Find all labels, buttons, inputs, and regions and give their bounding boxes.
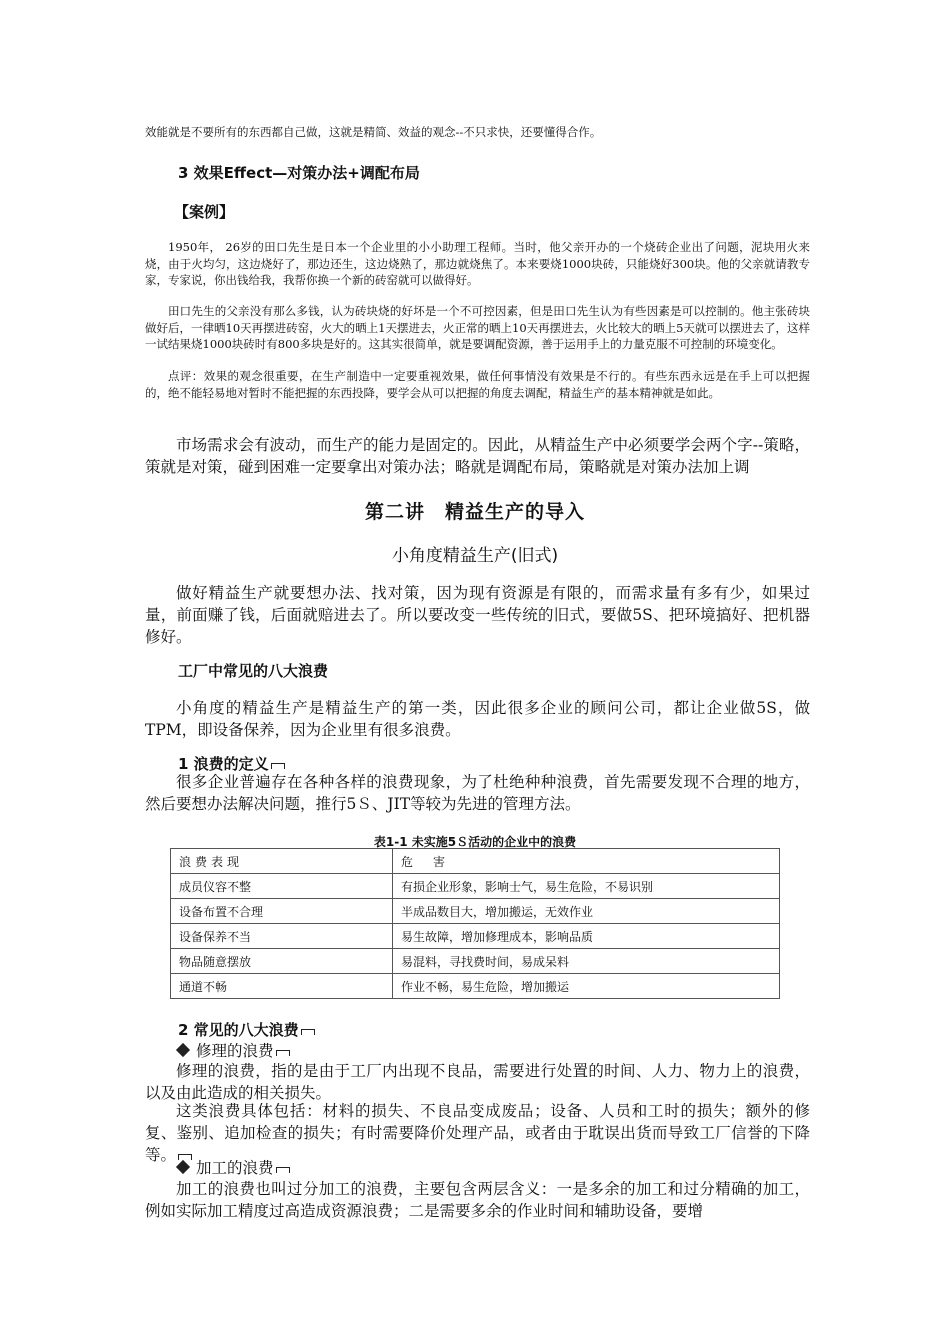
bullet-repair	[178, 1040, 290, 1062]
definition-paragraph: 很多企业普遍存在各种各样的浪费现象，为了杜绝种种浪费，首先需要发现不合理的地方，然后要想办法解决问题，推行5Ｓ、JIT等较为先进的管理方法。	[145, 773, 810, 813]
case-paragraph-3: 点评：效果的观念很重要，在生产制造中一定要重视效果，做任何事情没有效果是不行的。有些东西永远是在手上可以把握的，绝不能轻易地对暂时不能把握的东西投降，要学会从可以把握的角度去调配，精益生产的基本精神就是如此。	[145, 369, 810, 400]
section3-heading: 3 效果Effect—对策办法+调配布局	[178, 164, 420, 182]
paragraph-mark-icon	[271, 763, 285, 769]
table-row	[171, 924, 780, 949]
bullet-repair-label: 修理的浪费	[196, 1042, 274, 1060]
table-cell: 设备布置不合理	[171, 899, 393, 924]
intro-line: 效能就是不要所有的东西都自己做，这就是精简、效益的观念--不只求快，还要懂得合作。	[145, 125, 602, 139]
processing-paragraph-1: 加工的浪费也叫过分加工的浪费，主要包含两层含义：一是多余的加工和过分精确的加工，例如实际加工精度过高造成资源浪费；二是需要多余的作业时间和辅助设备，要增	[145, 1180, 810, 1220]
case-paragraph-1: 1950年， 26岁的田口先生是日本一个企业里的小小助理工程师。当时，他父亲开办的一个烧砖企业出了问题，泥块用火来烧，由于火均匀，这边烧好了，那边还生，这边烧熟了，那边就烧焦了。本来要烧1000块砖，只能烧好300块。他的父亲就请教专家，专家说，你出钱给我，我帮你换一个新的砖窑就可以做得好。	[145, 240, 810, 287]
table-cell: 有损企业形象，影响士气，易生危险，不易识别	[393, 874, 780, 899]
lecture-paragraph-1: 做好精益生产就要想办法、找对策，因为现有资源是有限的，而需求量有多有少，如果过量，前面赚了钱，后面就赔进去了。所以要改变一些传统的旧式，要做5S、把环境搞好、把机器修好。	[145, 584, 810, 646]
paragraph-mark-icon	[276, 1167, 290, 1173]
paragraph-mark-icon	[276, 1050, 290, 1056]
table-header-cell: 危 害	[393, 849, 780, 874]
table-row	[171, 899, 780, 924]
eight-waste-heading	[178, 1019, 315, 1040]
table-row	[171, 974, 780, 999]
table-cell: 作业不畅，易生危险，增加搬运	[393, 974, 780, 999]
lecture-paragraph-2: 小角度的精益生产是精益生产的第一类，因此很多企业的顾问公司，都让企业做5S，做TPM，即设备保养，因为企业里有很多浪费。	[145, 699, 810, 739]
table-cell: 物品随意摆放	[171, 949, 393, 974]
case-label: 【案例】	[174, 203, 235, 221]
eight-waste-heading-text: 2 常见的八大浪费	[178, 1021, 299, 1039]
definition-heading-text: 1 浪费的定义	[178, 755, 269, 773]
lecture-subtitle: 小角度精益生产(旧式)	[391, 546, 559, 566]
bullet-processing	[178, 1157, 290, 1179]
table-header-row	[171, 849, 780, 874]
table-row	[171, 874, 780, 899]
summary-paragraph: 市场需求会有波动，而生产的能力是固定的。因此，从精益生产中必须要学会两个字--策略，策就是对策，碰到困难一定要拿出对策办法；略就是调配布局，策略就是对策办法加上调	[145, 436, 810, 476]
bullet-processing-label: 加工的浪费	[196, 1159, 274, 1177]
table-cell: 成员仪容不整	[171, 874, 393, 899]
repair-paragraph-1: 修理的浪费，指的是由于工厂内出现不良品，需要进行处置的时间、人力、物力上的浪费，以及由此造成的相关损失。	[145, 1062, 810, 1102]
table-cell: 易生故障，增加修理成本，影响品质	[393, 924, 780, 949]
diamond-bullet-icon	[176, 1160, 190, 1174]
paragraph-mark-icon	[301, 1029, 315, 1035]
table-cell: 设备保养不当	[171, 924, 393, 949]
case-paragraph-2: 田口先生的父亲没有那么多钱，认为砖块烧的好坏是一个不可控因素，但是田口先生认为有些因素是可以控制的。他主张砖块做好后，一律晒10天再摆进砖窑，火大的晒上1天摆进去，火正常的晒上10天再摆进去，火比较大的晒上5天就可以摆进去了，这样一试结果烧1000块砖时有800多块是好的。这其实很简单，就是要调配资源，善于运用手上的力量克服不可控制的环境变化。	[145, 304, 810, 351]
repair-paragraph-2-text: 这类浪费具体包括：材料的损失、不良品变成废品；设备、人员和工时的损失；额外的修复、鉴别、追加检查的损失；有时需要降价处理产品，或者由于耽误出货而导致工厂信誉的下降等。	[145, 1102, 810, 1164]
table-cell: 半成品数目大，增加搬运，无效作业	[393, 899, 780, 924]
table-caption: 表1-1 未实施5Ｓ活动的企业中的浪费	[373, 835, 577, 849]
table-row	[171, 949, 780, 974]
lecture-title: 第二讲 精益生产的导入	[364, 501, 585, 523]
table-header-cell: 浪费表现	[171, 849, 393, 874]
table-cell: 易混料，寻找费时间，易成呆料	[393, 949, 780, 974]
waste-heading: 工厂中常见的八大浪费	[178, 662, 329, 680]
diamond-bullet-icon	[176, 1043, 190, 1057]
waste-table	[170, 848, 780, 999]
table-cell: 通道不畅	[171, 974, 393, 999]
